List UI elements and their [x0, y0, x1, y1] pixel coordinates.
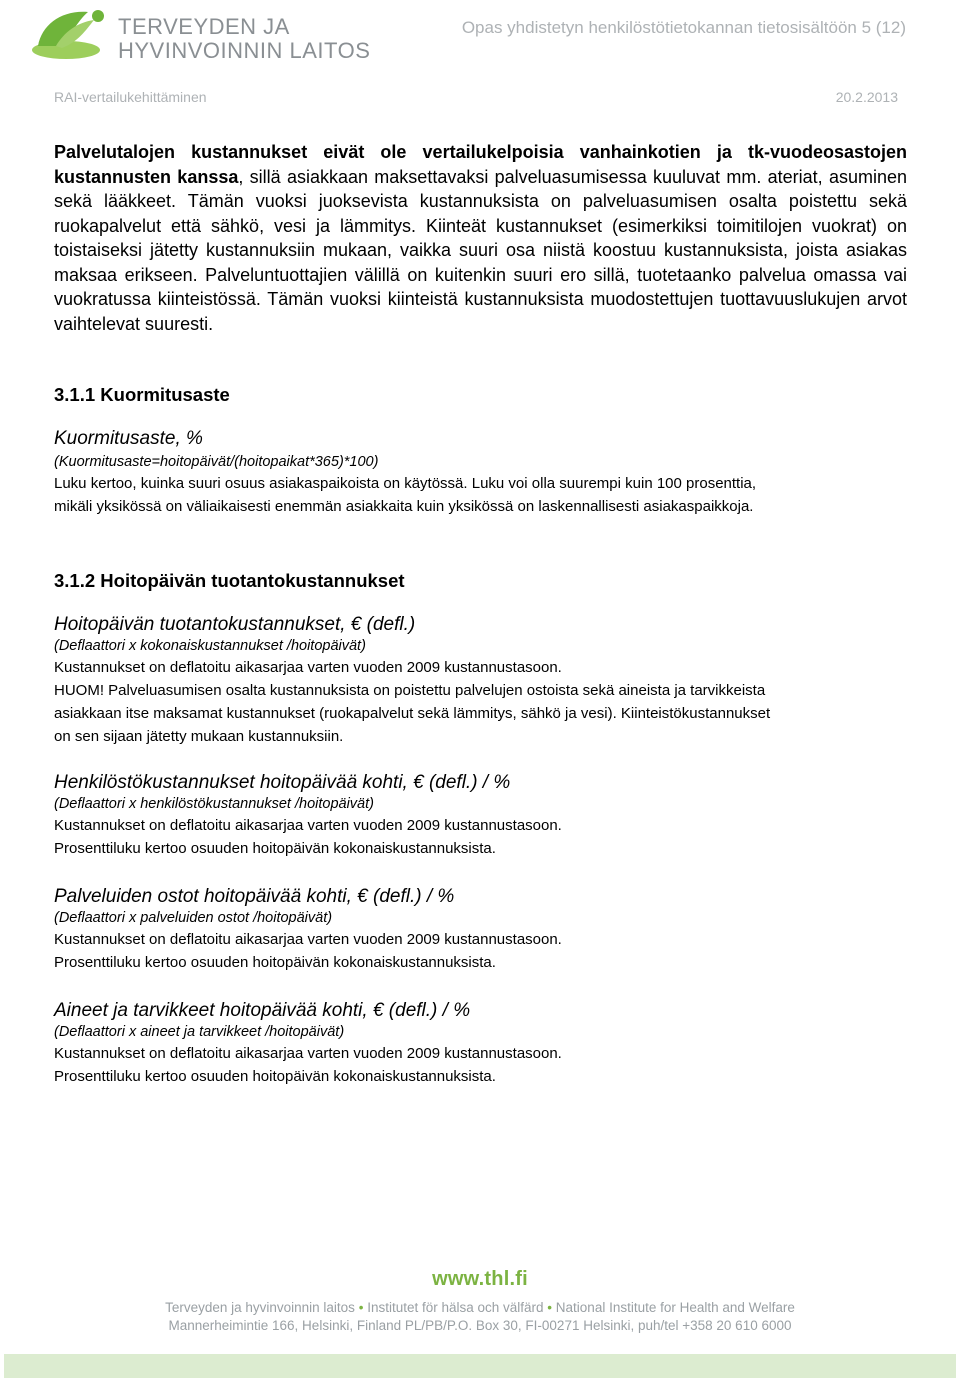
measure-title: Henkilöstökustannukset hoitopäivää kohti, € (defl.) / %	[54, 772, 511, 793]
measure-description-line: Kustannukset on deflatoitu aikasarjaa varten vuoden 2009 kustannustasoon.	[54, 1045, 562, 1062]
measure-description-line: Kustannukset on deflatoitu aikasarjaa varten vuoden 2009 kustannustasoon.	[54, 817, 562, 834]
intro-paragraph	[54, 140, 907, 336]
measure-title: Aineet ja tarvikkeet hoitopäivää kohti, € (defl.) / %	[54, 1000, 471, 1021]
measure-description-line: Prosenttiluku kertoo osuuden hoitopäivän kokonaiskustannuksista.	[54, 840, 496, 857]
org-name-line1: TERVEYDEN JA	[118, 14, 290, 39]
document-subtitle: RAI-vertailukehittäminen	[54, 89, 207, 105]
document-date: 20.2.2013	[835, 89, 898, 105]
measure-description-line: on sen sijaan jätetty mukaan kustannuksiin.	[54, 728, 344, 745]
measure-formula: (Deflaattori x henkilöstökustannukset /hoitopäivät)	[54, 796, 374, 812]
main-content	[54, 140, 907, 1088]
footer-org-en: National Institute for Health and Welfare	[555, 1300, 795, 1315]
measure-description-line: Prosenttiluku kertoo osuuden hoitopäivän kokonaiskustannuksista.	[54, 1068, 496, 1085]
footer-org-sv: Institutet för hälsa och välfärd	[367, 1300, 544, 1315]
measure-formula: (Deflaattori x aineet ja tarvikkeet /hoitopäivät)	[54, 1024, 345, 1040]
thl-leaf-logo-icon	[28, 6, 108, 62]
measure-description-line: Luku kertoo, kuinka suuri osuus asiakaspaikoista on käytössä. Luku voi olla suurempi kuin 100 prosenttia,	[54, 475, 757, 492]
footer-bar	[4, 1354, 956, 1378]
measure-description-line: mikäli yksikössä on väliaikaisesti enemmän asiakkaita kuin yksikössä on laskennallisesti asiakaspaikkoja.	[54, 498, 754, 515]
measure-title: Palveluiden ostot hoitopäivää kohti, € (defl.) / %	[54, 886, 455, 907]
measure-description-line: Kustannukset on deflatoitu aikasarjaa varten vuoden 2009 kustannustasoon.	[54, 931, 562, 948]
measure-description-line: asiakkaan itse maksamat kustannukset (ruokapalvelut sekä lämmitys, sähkö ja vesi). Kiinteistökustannukset	[54, 705, 771, 722]
intro-bold-text: Palvelutalojen kustannukset eivät ole vertailukelpoisia vanhainkotien ja tk-vuodeosastojen kustannusten kanssa	[54, 142, 907, 187]
measure-description-line: Prosenttiluku kertoo osuuden hoitopäivän kokonaiskustannuksista.	[54, 954, 496, 971]
measure-description-line: Kustannukset on deflatoitu aikasarjaa varten vuoden 2009 kustannustasoon.	[54, 659, 562, 676]
footer-separator: •	[547, 1300, 553, 1315]
measure-formula: (Deflaattori x kokonaiskustannukset /hoitopäivät)	[54, 638, 366, 654]
org-name-line2: HYVINVOINNIN LAITOS	[118, 38, 371, 63]
measure-formula: (Kuormitusaste=hoitopäivät/(hoitopaikat*365)*100)	[54, 454, 379, 470]
intro-text: , sillä asiakkaan maksettavaksi palveluasumisessa kuuluvat mm. ateriat, asuminen sekä lääkkeet. Tämän vuoksi juoksevista kustannuksista on palveluasumisen osalta poistettu sekä ruokapalvelut että sähkö, vesi ja lämmitys. Kiinteät kustannukset (esimerkiksi toimitilojen vuokrat) on toistaiseksi jätetty kustannuksiin mukaan, vaikka suuri osa niistä koostuu kustannuksista, joista asiakas maksaa erikseen. Palveluntuottajien välillä on kuitenkin suuri ero sillä, tuotetaanko palvelua omassa vai vuokratussa kiinteistössä. Tämän vuoksi kiinteistä kustannuksista muodostettujen tuottavuuslukujen arvot vaihtelevat suuresti.	[54, 166, 907, 334]
measure-title: Kuormitusaste, %	[54, 428, 203, 449]
document-title: Opas yhdistetyn henkilöstötietokannan tietosisältöön 5 (12)	[461, 18, 906, 37]
footer-org-fi: Terveyden ja hyvinvoinnin laitos	[165, 1300, 355, 1315]
footer-separator: •	[358, 1300, 364, 1315]
thl-logo	[28, 6, 388, 62]
measure-formula: (Deflaattori x palveluiden ostot /hoitopäivät)	[54, 910, 333, 926]
section-heading-hoitopaivan-kustannukset: 3.1.2 Hoitopäivän tuotantokustannukset	[54, 570, 405, 591]
footer-website-link[interactable]: www.thl.fi	[432, 1268, 528, 1290]
section-heading-kuormitusaste: 3.1.1 Kuormitusaste	[54, 384, 230, 405]
footer-org-names	[0, 1300, 960, 1315]
measure-title: Hoitopäivän tuotantokustannukset, € (defl.)	[54, 614, 416, 635]
footer-address: Mannerheimintie 166, Helsinki, Finland PL/PB/P.O. Box 30, FI-00271 Helsinki, puh/tel +358 20 610 6000	[168, 1318, 792, 1333]
measure-description-line: HUOM! Palveluasumisen osalta kustannuksista on poistettu palvelujen ostoista sekä aineista ja tarvikkeista	[54, 682, 766, 699]
